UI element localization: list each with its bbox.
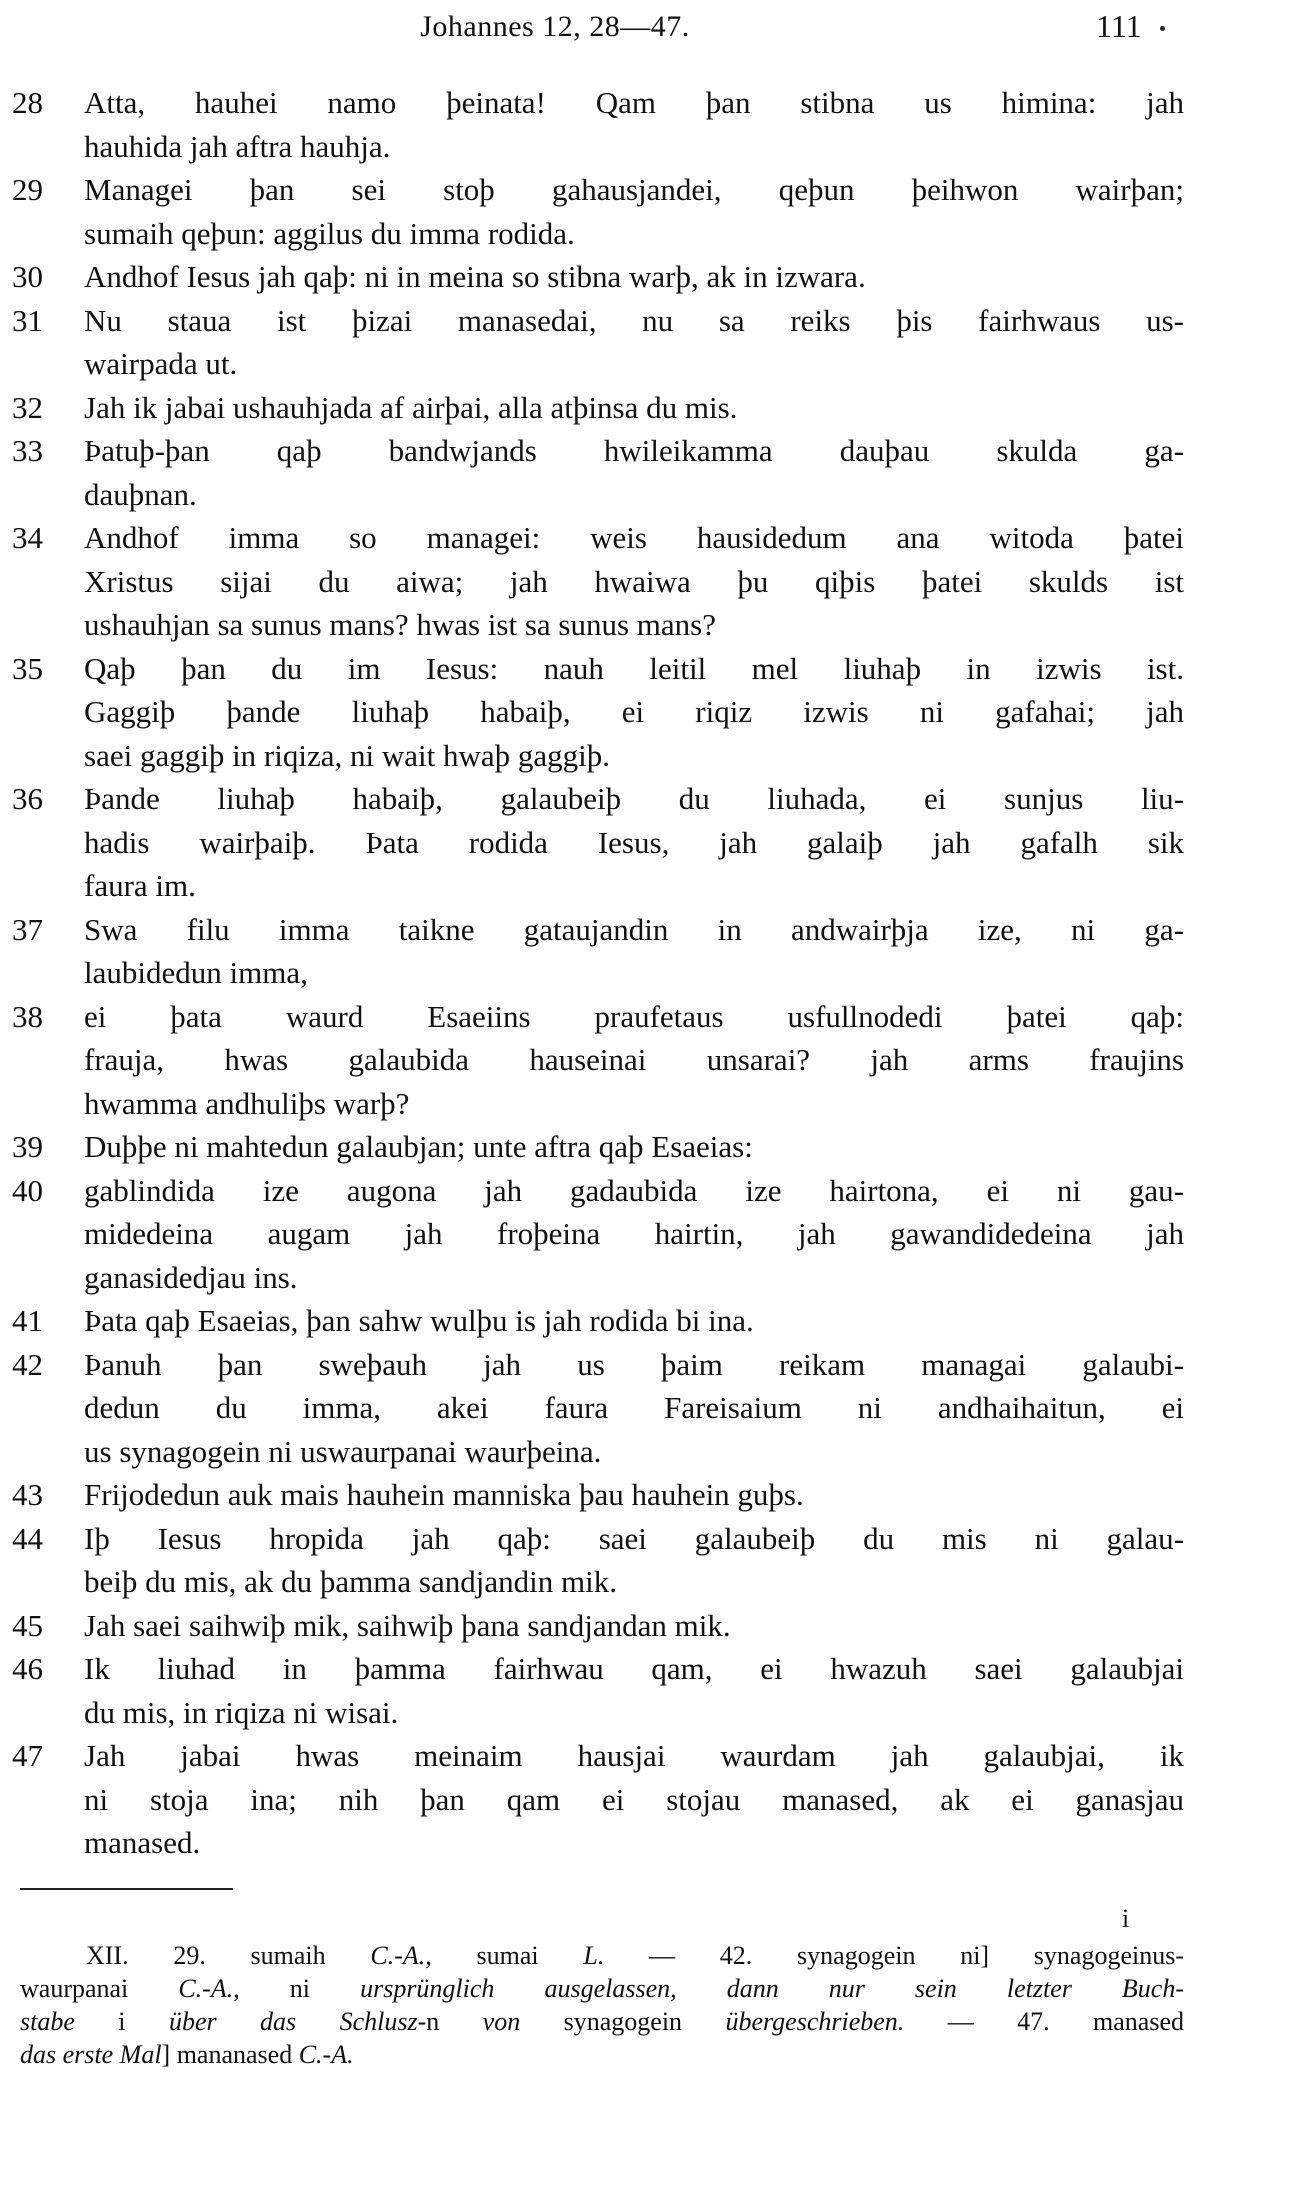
verse-text: Jah jabai hwas meinaim hausjai waurdam jah galaubjai, ik [84, 1738, 1184, 1773]
verse-line [0, 951, 1304, 995]
footnote-line [20, 1939, 1184, 1972]
verse-number: 47 [12, 1738, 43, 1773]
verse-number: 37 [12, 911, 43, 947]
verse-text: hauhida jah aftra hauhja. [84, 128, 391, 164]
verse-line [0, 299, 1304, 343]
verse-text: du mis, in riqiza ni wisai. [84, 1694, 399, 1730]
verse-line [0, 386, 1304, 430]
footnote-text: — 42. synagogein ni] synagogeinus- [604, 1941, 1185, 1970]
verse-text: Ik liuhad in þamma fairhwau qam, ei hwazuh saei galaubjai [84, 1651, 1184, 1686]
footnote-superscript-letter: i [1122, 1904, 1130, 1933]
footnote-text: XII. 29. sumaih [86, 1941, 371, 1970]
verse-number: 29 [12, 172, 43, 207]
verse-line [0, 864, 1304, 908]
verse-text: Þanuh þan sweþauh jah us þaim reikam managai galaubi- [84, 1346, 1184, 1382]
verse-line [0, 1212, 1304, 1256]
verse-number: 35 [12, 650, 43, 686]
verse-text: hadis wairþaiþ. Þata rodida Iesus, jah galaiþ jah gafalh sik [84, 824, 1184, 860]
verse-line [0, 1517, 1304, 1561]
verse-number: 39 [12, 1129, 43, 1164]
verse-text: Nu staua ist þizai manasedai, nu sa reiks þis fairhwaus us- [84, 302, 1184, 338]
verse-number: 42 [12, 1346, 43, 1382]
verse-line [0, 81, 1304, 125]
verse-line [0, 734, 1304, 778]
footnote-italic-text: C.-A. [298, 2040, 354, 2069]
verse-text: Gaggiþ þande liuhaþ habaiþ, ei riqiz izwis ni gafahai; jah [84, 694, 1184, 729]
verse-line [0, 995, 1304, 1039]
verse-text: dedun du imma, akei faura Fareisaium ni andhaihaitun, ei [84, 1390, 1184, 1425]
verse-number: 44 [12, 1520, 43, 1556]
verse-text: Iþ Iesus hropida jah qaþ: saei galaubeiþ du mis ni galau- [84, 1520, 1184, 1556]
verse-line [0, 1604, 1304, 1648]
verse-line [0, 1256, 1304, 1300]
verse-text: dauþnan. [84, 476, 197, 512]
verse-text: ushauhjan sa sunus mans? hwas ist sa sunus mans? [84, 607, 716, 642]
verse-line [0, 1299, 1304, 1343]
verse-text: Atta, hauhei namo þeinata! Qam þan stibna us himina: jah [84, 85, 1184, 120]
verse-text: ei þata waurd Esaeiins praufetaus usfullnodedi þatei qaþ: [84, 998, 1184, 1034]
footnote-italic-text: von [482, 2007, 521, 2036]
verse-line [0, 1560, 1304, 1604]
verse-line [0, 1691, 1304, 1735]
verse-line [0, 1647, 1304, 1691]
verse-text: faura im. [84, 868, 196, 903]
verse-text: gablindida ize augona jah gadaubida ize hairtona, ei ni gau- [84, 1172, 1184, 1208]
verse-number: 45 [12, 1607, 43, 1643]
verse-line [0, 1082, 1304, 1126]
footnote-text: , sumai [425, 1941, 584, 1970]
verse-number: 36 [12, 781, 43, 816]
verse-line [0, 212, 1304, 256]
verse-line [0, 821, 1304, 865]
verse-number: 34 [12, 520, 43, 555]
footnote-italic-text: das erste Mal [20, 2040, 162, 2069]
footnote-italic-text: C.-A. [370, 1941, 426, 1970]
verse-number: 46 [12, 1651, 43, 1686]
footnote-text: i [74, 2007, 169, 2036]
verse-text: Swa filu imma taikne gataujandin in andwairþja ize, ni ga- [84, 911, 1184, 947]
verse-text: ganasidedjau ins. [84, 1259, 298, 1295]
verse-number: 43 [12, 1477, 43, 1512]
verse-line [0, 342, 1304, 386]
footnote-divider [20, 1888, 233, 1890]
footnote-italic-text: übergeschrieben. [725, 2007, 905, 2036]
verse-text: Þande liuhaþ habaiþ, galaubeiþ du liuhada, ei sunjus liu- [84, 781, 1184, 816]
print-speck [1160, 26, 1165, 31]
footnote-line [20, 2005, 1184, 2038]
verse-text: Jah saei saihwiþ mik, saihwiþ þana sandjandan mik. [84, 1607, 731, 1643]
verse-line [0, 516, 1304, 560]
page-number: 111 [1096, 8, 1142, 44]
verse-line [0, 473, 1304, 517]
verse-line [0, 429, 1304, 473]
footnote [20, 1939, 1184, 2071]
verse-text: Qaþ þan du im Iesus: nauh leitil mel liuhaþ in izwis ist. [84, 650, 1184, 686]
verse-text: laubidedun imma, [84, 955, 308, 990]
verse-line [0, 1386, 1304, 1430]
verse-line [0, 603, 1304, 647]
verse-text: wairpada ut. [84, 346, 238, 381]
footnote-text: synagogein [520, 2007, 726, 2036]
verse-number: 32 [12, 389, 43, 425]
verse-line [0, 1125, 1304, 1169]
footnote-line [20, 1972, 1184, 2005]
verse-number: 30 [12, 259, 43, 294]
verse-text: ni stoja ina; nih þan qam ei stojau manased, ak ei ganasjau [84, 1781, 1184, 1817]
verse-number: 41 [12, 1303, 43, 1338]
verse-line [0, 1169, 1304, 1213]
verse-text: Andhof imma so managei: weis hausidedum ana witoda þatei [84, 520, 1184, 555]
verse-line [0, 690, 1304, 734]
verse-line [0, 1821, 1304, 1865]
footnote-italic-text: über das Schlusz- [168, 2007, 427, 2036]
verse-text: manased. [84, 1825, 201, 1860]
verse-line [0, 1473, 1304, 1517]
verse-line [0, 1778, 1304, 1822]
verse-text: Frijodedun auk mais hauhein manniska þau hauhein guþs. [84, 1477, 804, 1512]
verse-text: Andhof Iesus jah qaþ: ni in meina so stibna warþ, ak in izwara. [84, 259, 866, 294]
verse-line [0, 1343, 1304, 1387]
footnote-text: , ni [233, 1974, 361, 2003]
footnote-italic-text: stabe [20, 2007, 75, 2036]
verse-line [0, 1734, 1304, 1778]
verse-text: midedeina augam jah froþeina hairtin, jah gawandidedeina jah [84, 1216, 1184, 1251]
verse-number: 33 [12, 433, 43, 468]
footnote-text: waurpanai [20, 1974, 179, 2003]
verse-line [0, 1430, 1304, 1474]
verse-text: Þata qaþ Esaeias, þan sahw wulþu is jah rodida bi ina. [84, 1303, 754, 1338]
footnote-line [20, 2038, 1184, 2071]
verse-list [0, 81, 1304, 1865]
verse-text: frauja, hwas galaubida hauseinai unsarai? jah arms fraujins [84, 1042, 1184, 1077]
verse-line [0, 125, 1304, 169]
verse-text: beiþ du mis, ak du þamma sandjandin mik. [84, 1564, 617, 1599]
verse-line [0, 1038, 1304, 1082]
footnote-text: ] mananased [161, 2040, 299, 2069]
verse-line [0, 168, 1304, 212]
verse-text: hwamma andhuliþs warþ? [84, 1085, 410, 1121]
footnote-italic-text: ursprünglich ausgelassen, dann nur sein letzter Buch- [360, 1974, 1184, 2003]
verse-text: Xristus sijai du aiwa; jah hwaiwa þu qiþis þatei skulds ist [84, 563, 1184, 599]
verse-number: 38 [12, 998, 43, 1034]
footnote-italic-text: C.-A. [178, 1974, 234, 2003]
verse-text: Managei þan sei stoþ gahausjandei, qeþun þeihwon wairþan; [84, 172, 1184, 207]
verse-line [0, 908, 1304, 952]
verse-text: Þatuþ-þan qaþ bandwjands hwileikamma dauþau skulda ga- [84, 433, 1184, 468]
footnote-text: n [426, 2007, 483, 2036]
verse-number: 40 [12, 1172, 43, 1208]
footnote-italic-text: L. [583, 1941, 605, 1970]
verse-line [0, 777, 1304, 821]
verse-text: Jah ik jabai ushauhjada af airþai, alla atþinsa du mis. [84, 389, 738, 425]
verse-text: Duþþe ni mahtedun galaubjan; unte aftra qaþ Esaeias: [84, 1129, 753, 1164]
running-title: Johannes 12, 28—47. [420, 10, 690, 43]
verse-text: sumaih qeþun: aggilus du imma rodida. [84, 215, 575, 251]
verse-line [0, 560, 1304, 604]
verse-line [0, 647, 1304, 691]
verse-text: us synagogein ni uswaurpanai waurþeina. [84, 1433, 602, 1469]
verse-number: 31 [12, 302, 43, 338]
verse-number: 28 [12, 85, 43, 120]
footnote-text: — 47. manased [904, 2007, 1185, 2036]
verse-line [0, 255, 1304, 299]
verse-text: saei gaggiþ in riqiza, ni wait hwaþ gaggiþ. [84, 737, 611, 773]
